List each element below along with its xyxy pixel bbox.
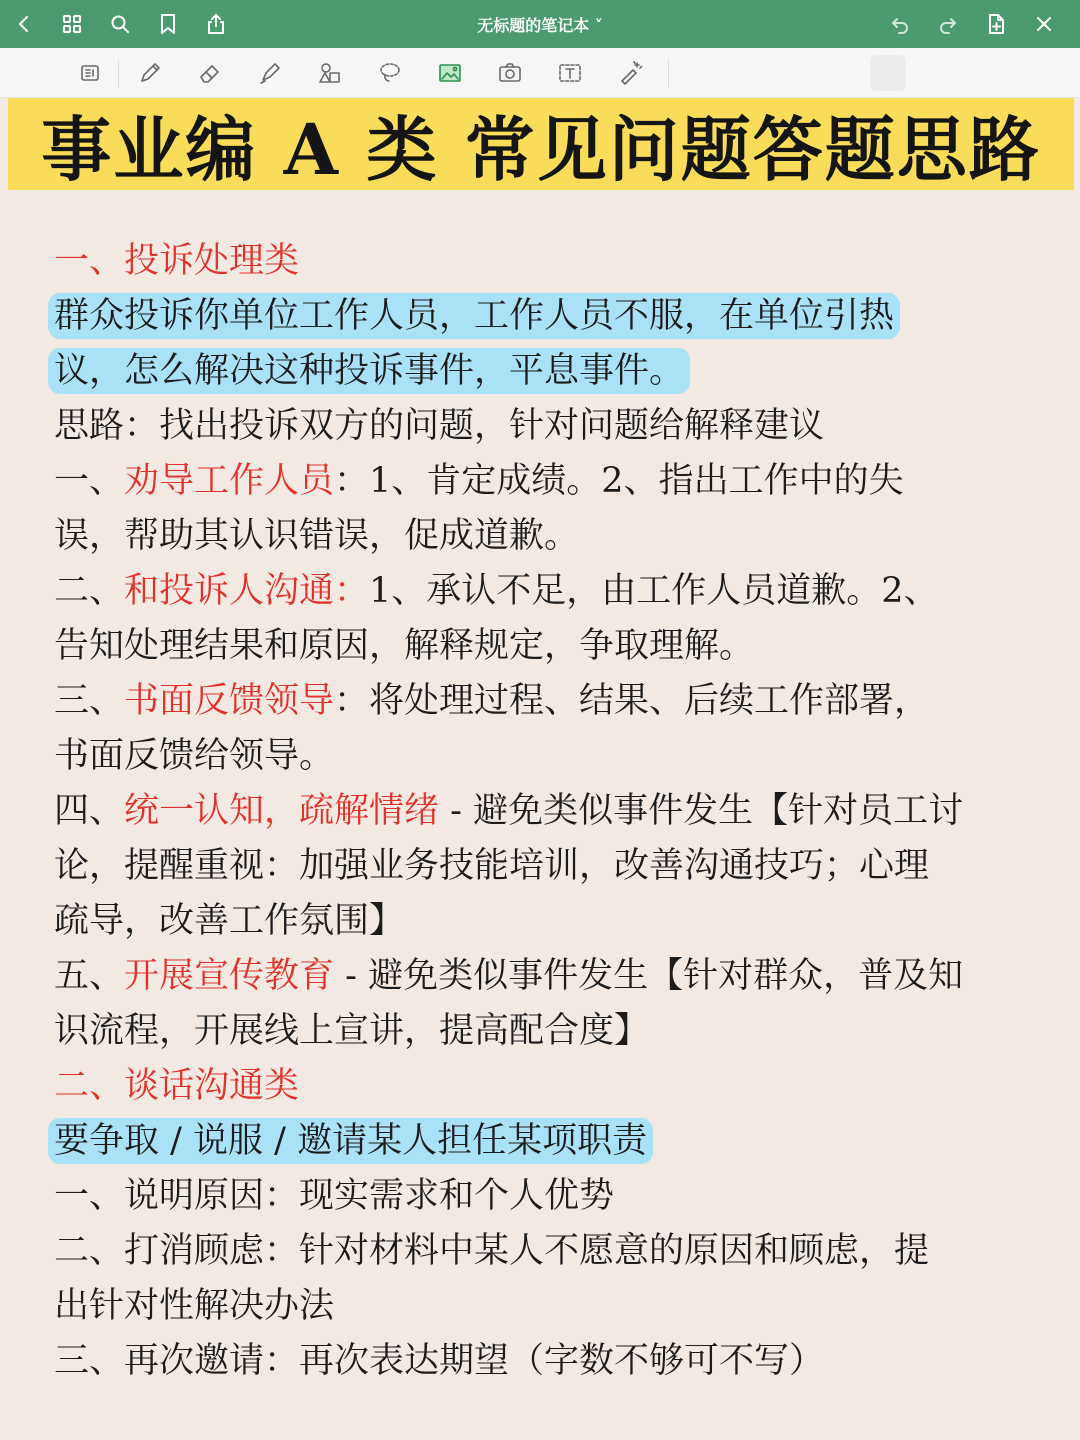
list-item-continuation: 告知处理结果和原因，解释规定，争取理解。 [54,626,755,666]
list-item-continuation: 误，帮助其认识错误，促成道歉。 [54,516,580,556]
close-icon[interactable] [1028,8,1060,40]
toolbar-divider [668,60,669,88]
list-item-continuation: 论，提醒重视：加强业务技能培训，改善沟通技巧；心理 [54,846,930,886]
list-item: 四、统一认知，疏解情绪 - 避免类似事件发生【针对员工讨 [54,791,964,831]
bookmark-icon[interactable] [152,8,184,40]
title-banner [8,98,1074,190]
grid-icon[interactable] [56,8,88,40]
image-icon[interactable] [434,57,466,89]
toolbar-divider [118,60,119,88]
page-title: 事业编 A 类 常见问题答题思路 [41,107,1041,191]
list-item: 五、开展宣传教育 - 避免类似事件发生【针对群众，普及知 [54,956,964,996]
question-line: 要争取 / 说服 / 邀请某人担任某项职责 [54,1114,1054,1169]
list-item: 三、书面反馈领导：将处理过程、结果、后续工作部署， [54,681,930,721]
drawing-toolbar [0,48,1080,98]
lasso-icon[interactable] [374,57,406,89]
approach-line: 思路：找出投诉双方的问题，针对问题给解释建议 [54,406,825,446]
shapes-icon[interactable] [314,57,346,89]
scan-icon[interactable] [74,57,106,89]
text-icon[interactable] [554,57,586,89]
list-item: 一、劝导工作人员：1、肯定成绩。2、指出工作中的失 [54,461,904,501]
eraser-icon[interactable] [194,57,226,89]
highlighter-icon[interactable] [254,57,286,89]
step-line-continuation: 出针对性解决办法 [54,1286,335,1326]
step-line: 一、说明原因：现实需求和个人优势 [54,1176,615,1216]
question-line: 议，怎么解决这种投诉事件，平息事件。 [54,344,1054,399]
section-heading: 二、谈话沟通类 [54,1066,300,1106]
notebook-title-dropdown[interactable]: 无标题的笔记本 ˅ [477,15,603,35]
question-line: 群众投诉你单位工作人员，工作人员不服，在单位引热 [54,289,1054,344]
back-icon[interactable] [8,8,40,40]
add-page-icon[interactable] [980,8,1012,40]
share-icon[interactable] [200,8,232,40]
list-item: 二、和投诉人沟通：1、承认不足，由工作人员道歉。2、 [54,571,939,611]
redo-icon[interactable] [932,8,964,40]
list-item-continuation: 识流程，开展线上宣讲，提高配合度】 [54,1011,650,1051]
step-line: 三、再次邀请：再次表达期望（字数不够可不写） [54,1341,825,1381]
list-item-continuation: 书面反馈给领导。 [54,736,335,776]
page-thumbnail-icon[interactable] [870,55,906,91]
app-top-bar [0,0,1080,48]
pen-icon[interactable] [134,57,166,89]
section-heading: 一、投诉处理类 [54,241,300,281]
undo-icon[interactable] [884,8,916,40]
list-item-continuation: 疏导，改善工作氛围】 [54,901,405,941]
laser-pointer-icon[interactable] [614,57,646,89]
note-content [54,234,1054,1389]
search-icon[interactable] [104,8,136,40]
camera-icon[interactable] [494,57,526,89]
step-line: 二、打消顾虑：针对材料中某人不愿意的原因和顾虑，提 [54,1231,930,1271]
